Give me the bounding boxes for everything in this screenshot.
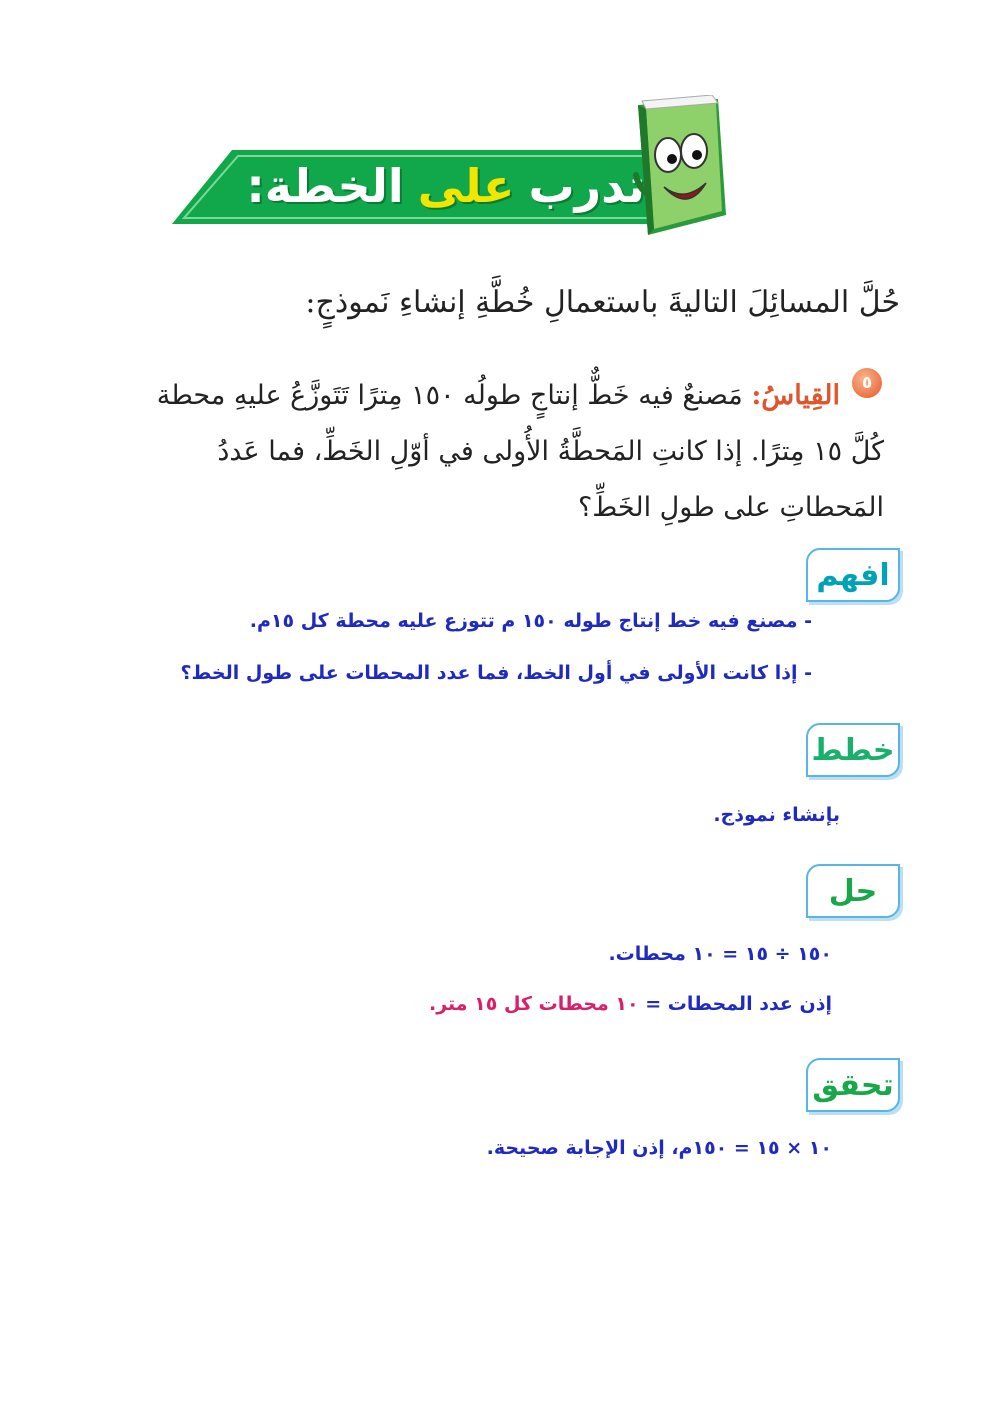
banner-title-part3: الخطة: (246, 159, 404, 213)
solve-line-2-prefix: إذن عدد المحطات = (645, 993, 832, 1015)
instruction-text: حُلَّ المسائِلَ التاليةَ باستعمالِ خُطَّةِ إنشاءِ نَموذجٍ: (305, 285, 900, 320)
plan-line: بإنشاء نموذج. (713, 804, 840, 826)
banner-title (245, 156, 645, 216)
understand-line-2: - إذا كانت الأولى في أول الخط، فما عدد المحطات على طول الخط؟ (180, 662, 812, 684)
banner-title-part1: تدرب (528, 159, 645, 213)
solve-line-2-answer: ١٠ محطات كل ١٥ متر. (428, 993, 639, 1015)
solve-label: حل (828, 873, 878, 909)
understand-label: افهم (816, 557, 890, 593)
understand-line-1: - مصنع فيه خط إنتاج طوله ١٥٠ م تتوزع عليه محطة كل ١٥م. (249, 610, 812, 632)
solve-line-2 (429, 993, 832, 1015)
plan-label: خطط (811, 732, 895, 768)
plan-badge (806, 723, 900, 777)
check-line: ١٠ × ١٥ = ١٥٠م، إذن الإجابة صحيحة. (486, 1137, 832, 1159)
check-badge (806, 1058, 900, 1112)
problem-text: مَصنعٌ فيه خَطٌّ إنتاجٍ طولُه ١٥٠ مِترًا تَتَوزَّعُ عليهِ محطة كُلَّ ١٥ مِترًا. إذا كانتِ المَحطَّةُ الأُولى في أوّلِ الخَطِّ، فما عَددُ المَحطاتِ على طولِ الخَطِّ؟ (156, 380, 884, 523)
solve-badge (806, 864, 900, 918)
problem-statement (124, 368, 884, 536)
check-label: تحقق (812, 1067, 894, 1103)
book-mascot-icon (618, 95, 733, 245)
problem-number: ٥ (852, 368, 882, 398)
banner-title-part2: على (417, 159, 515, 213)
solve-line-1: ١٥٠ ÷ ١٥ = ١٠ محطات. (608, 943, 832, 965)
understand-badge (806, 548, 900, 602)
problem-tag: القِياسُ: (751, 380, 840, 411)
